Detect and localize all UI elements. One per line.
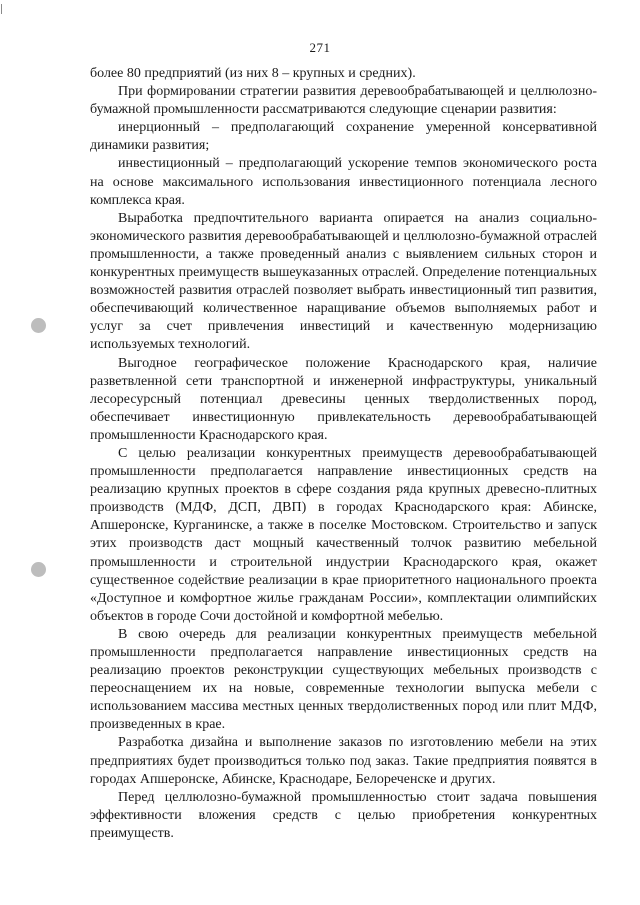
paragraph-pulp-paper: Перед целлюлозно-бумажной промышленностью стоит задача повышения эффективности вложения средств с целью приобретения конкурентных преимуществ. [90,789,597,841]
paragraph-furniture-industry: В свою очередь для реализации конкурентных преимуществ мебельной промышленности предполагается направление инвестиционных средств на реализацию проектов реконструкции существующих мебельных производств с переоснащением их на новые, современные технологии выпуска мебели с использованием массива местных ценных твердолиственных пород или плит МДФ, произведенных в крае. [90,626,597,733]
paragraph-geographic-position: Выгодное географическое положение Краснодарского края, наличие разветвленной сети транспортной и инженерной инфраструктуры, уникальный лесоресурсный потенциал древесины ценных твердолиственных пород, обеспечивает инвестиционную привлекательность деревообрабатывающей промышленности Краснодарского края. [90,355,597,443]
paragraph-furniture-design: Разработка дизайна и выполнение заказов по изготовлению мебели на этих предприятиях будет производиться только под заказ. Такие предприятия появятся в городах Апшеронске, Абинске, Краснодаре, Белореченске и других. [90,735,597,787]
paragraph-woodworking-projects: С целью реализации конкурентных преимуществ деревообрабатывающей промышленности предполагается направление инвестиционных средств на реализацию крупных проектов в сфере создания ряда крупных древесно-плитных производств (МДФ, ДСП, ДВП) в городах Краснодарского края: Абинске, Апшеронске, Курганинске, а также в поселке Мостовском. Строительство и запуск этих производств даст мощный качественный толчок развитию мебельной промышленности и строительной индустрии Краснодарского края, окажет существенное содействие реализации в крае приоритетного национального проекта «Доступное и комфортное жилье гражданам России», комплектации олимпийских объектов в городе Сочи достойной и комфортной мебелью. [90,445,597,624]
paragraph-option-selection: Выработка предпочтительного варианта опирается на анализ социально-экономического развития деревообрабатывающей и целлюлозно-бумажной отраслей промышленности, а также проведенный анализ с выявлением сильных сторон и конкурентных преимуществ вышеуказанных отраслей. Определение потенциальных возможностей развития отраслей позволяет выбрать инвестиционный тип развития, обеспечивающий количественное наращивание объемов выполняемых работ и услуг за счет привлечения инвестиций и качественную модернизацию используемых технологий. [90,210,597,353]
page-number: 271 [309,40,331,55]
scan-edge-mark [1,4,2,14]
punch-hole-upper [31,318,46,333]
paragraph-inertial-scenario: инерционный – предполагающий сохранение умеренной консервативной динамики развития; [90,120,597,154]
punch-hole-lower [31,562,46,577]
paragraph-strategy-intro: При формировании стратегии развития деревообрабатывающей и целлюлозно-бумажной промышленности рассматриваются следующие сценарии развития: [90,84,597,118]
paragraph-investment-scenario: инвестиционный – предполагающий ускорение темпов экономического роста на основе максимального использования инвестиционного потенциала лесного комплекса края. [90,156,597,208]
paragraph-continuation: более 80 предприятий (из них 8 – крупных и средних). [90,66,416,81]
body-text [90,65,597,843]
